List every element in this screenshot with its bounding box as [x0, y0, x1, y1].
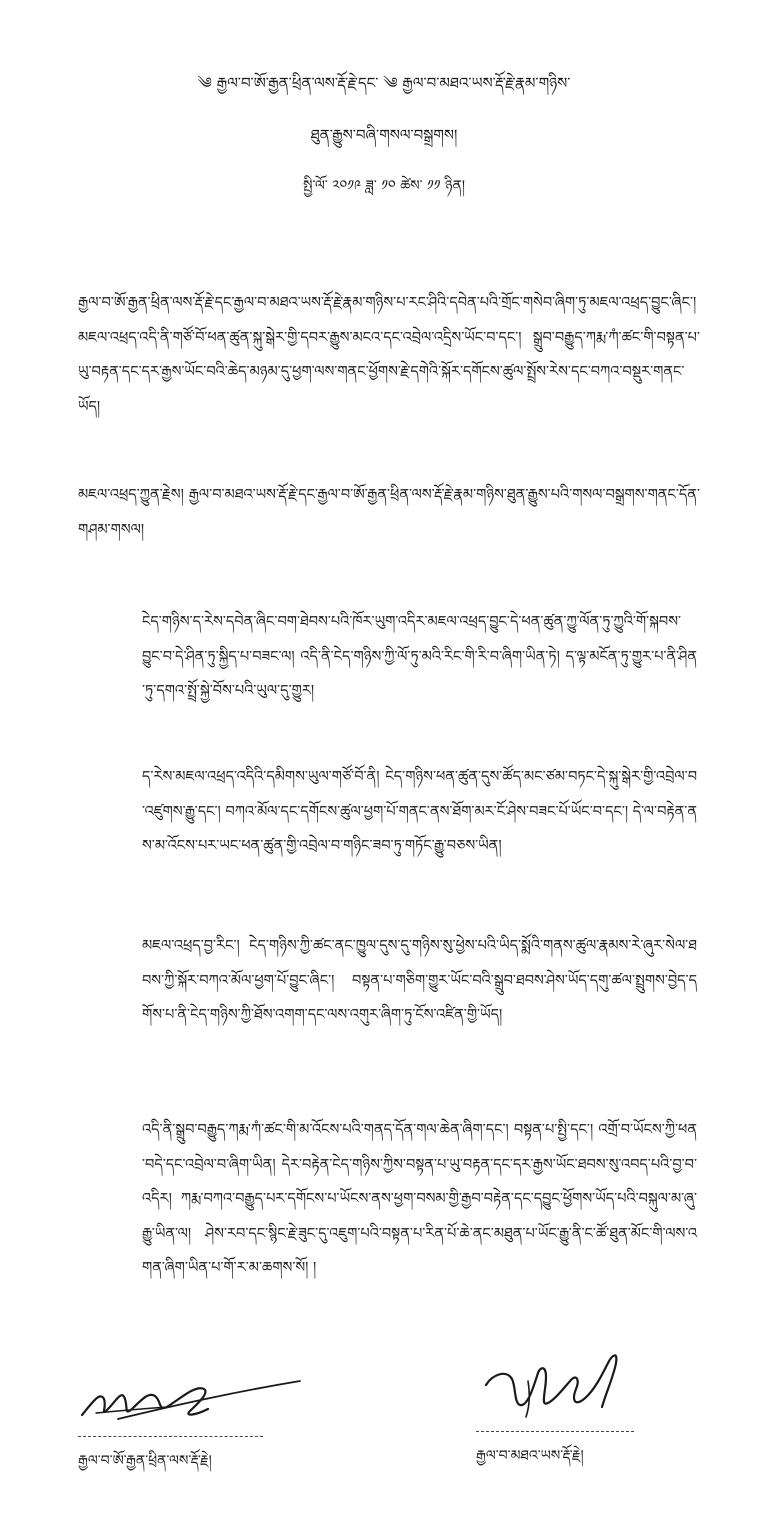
statement-paragraph-4: འདི་ནི་སྒྲུབ་བརྒྱུད་ཀརྨ་ཀཾ་ཚང་གི་མ་འོངས་པའི་གནད་དོན་གལ་ཆེན་ཞིག་དང་། བསྟན་པ་སྤྱི་དང་། འགྲོ་བ་ཡོངས་ཀྱི་ཕན་བདེ་དང་འབྲེལ་བ་ཞིག་ཡིན། དེར་བརྟེན་ངེད་གཉིས་ཀྱིས་བསྟན་པ་ཡུ་བརྟན་དང་དར་རྒྱས་ཡོང་ཐབས་སུ་འབད་པའི་བྱ་བ་འདིར། ཀརྨ་བཀའ་བརྒྱུད་པར་དགོངས་པ་ཡོངས་ནས་ཕྱག་བསམ་གྱི་རྒྱབ་བརྟེན་དང་དབྱུང་ཕྱོགས་ཡོད་པའི་བསྐུལ་མ་ཞུ་རྒྱུ་ཡིན་ལ། ཤེས་རབ་དང་སྙིང་རྗེ་ཟུང་དུ་འཇུག་པའི་བསྟན་པ་རིན་པོ་ཆེ་ནང་མཐུན་པ་ཡོང་རྒྱུ་ནི་ང་ཚོ་ཐུན་མོང་གི་ལས་འགན་ཞིག་ཡིན་པ་གོ་ར་མ་ཆགས་སོ། ། [142, 1122, 697, 1276]
signatory-name-right: རྒྱལ་བ་མཐའ་ཡས་རྡོ་རྗེ། [476, 1448, 584, 1464]
signature-line-left [78, 1436, 263, 1437]
signature-line-right [476, 1431, 634, 1432]
statement-paragraph-3: མཇལ་འཕྲད་བྱ་རིང་། ངེད་གཉིས་ཀྱི་ཚང་ནང་ཁྱུལ་དུས་དུ་གཉིས་སུ་ཕྱེས་པའི་ཡིད་སྨོའི་གནས་ཚུལ་རྣམས་རེ་ཞུར་སེལ་ཐབས་ཀྱི་སྐོར་བཀའ་མོལ་ཕྱག་པོ་བྱུང་ཞིང་། བསྟན་པ་གཅིག་གྱུར་ཡོང་བའི་སྒྲུབ་ཐབས་ཤེས་ཡོད་དགུ་ཚལ་སྤྲུགས་བྱེད་དགོས་པ་ནི་ངེད་གཉིས་ཀྱི་ཐོས་འགག་དང་ལས་འགུར་ཞིག་ཏུ་ངོས་འཛིན་གྱི་ཡོད། [142, 938, 697, 1023]
signature-block-right [476, 1345, 706, 1468]
statement-paragraph-2: ད་རེས་མཇལ་འཕྲད་འདིའི་དམིགས་ཡུལ་གཙོ་བོ་ནི། ངེད་གཉིས་ཕན་ཚུན་དུས་ཚོད་མང་ཙམ་བཏང་དེ་སྐུ་སྒེར་གྱི་འབྲེལ་བ་འཛུགས་རྒྱུ་དང་། བཀའ་མོལ་དང་དགོངས་ཚུལ་ཕྱག་པོ་གནང་ནས་ཐོག་མར་ངོ་ཤེས་བཟང་པོ་ཡོང་བ་དང་། དེ་ལ་བརྟེན་ནས་མ་འོངས་པར་ཡང་ཕན་ཚུན་གྱི་འབྲེལ་བ་གཉིང་ཟབ་ཏུ་གཏོང་རྒྱུ་བཅས་ཡིན། [142, 769, 697, 854]
intro-paragraph: རྒྱལ་བ་ཨོ་རྒྱན་ཕྲིན་ལས་རྡོ་རྗེ་དང་རྒྱལ་བ་མཐའ་ཡས་རྡོ་རྗེ་རྣམ་གཉིས་པ་རང་ཤིའི་དབེན་པའི་གྲོང་གསེབ་ཞིག་ཏུ་མཇལ་འཕྲད་བྱུང་ཞིང་། མཇལ་འཕྲད་འདི་ནི་གཙོ་བོ་ཕན་ཚུན་སྐུ་སྒེར་གྱི་དབར་རྒྱུས་མངའ་དང་འབྲེལ་འདྲིས་ཡོང་བ་དང་། སྒྲུབ་བརྒྱུད་ཀརྨ་ཀཾ་ཚང་གི་བསྟན་པ་ཡུ་བརྟན་དང་དར་རྒྱས་ཡོང་བའི་ཆེད་མཉམ་དུ་ཕྱག་ལས་གནང་ཕྱོགས་རྗེ་དགེའི་སྐོར་དགོངས་ཚུལ་སྤྲོས་རེས་དང་བཀའ་བསྡུར་གནང་ཡོད། [78, 295, 700, 415]
signatory-name-left: རྒྱལ་བ་ཨོ་རྒྱན་ཕྲིན་ལས་རྡོ་རྗེ། [78, 1453, 212, 1469]
handwritten-signature-right [476, 1345, 706, 1425]
handwritten-signature-left [78, 1355, 308, 1430]
document-date: སྤྱི་ལོ་ ༢༠༡༩ ཟླ་ ༡༠ ཚེས་ ༡༡ ཉིན། [303, 178, 465, 194]
signature-block-left [78, 1355, 308, 1473]
statement-paragraph-1: ངེད་གཉིས་ད་རེས་དབེན་ཞིང་བག་ཐེབས་པའི་ཁོར་ཡུག་འདིར་མཇལ་འཕྲད་བྱུང་དེ་ཕན་ཚུན་ཀྱུ་ལོན་ཏུ་ཀྱུའི་གོ་སྐབས་བྱུང་བ་དེ་ཤིན་ཏུ་སྐྱིད་པ་བཟང་ལ། འདི་ནི་ངེད་གཉིས་ཀྱི་ལོ་ཏུ་མའི་རིང་གི་རི་བ་ཞིག་ཡིན་ཏེ། ད་ལྟ་མངོན་ཏུ་གྱུར་པ་ནི་ཤིན་ཏུ་དགའ་སྤྲོ་སྐྱེ་བོས་པའི་ཡུལ་དུ་གྱུར། [142, 614, 697, 699]
lead-paragraph: མཇལ་འཕྲད་ཀྱུན་རྗེས། རྒྱལ་བ་མཐའ་ཡས་རྡོ་རྗེ་དང་རྒྱལ་བ་ཨོ་རྒྱན་ཕྲིན་ལས་རྡོ་རྗེ་རྣམ་གཉིས་ཐུན་རྒྱུས་པའི་གསལ་བསྒྲགས་གནང་དོན་གཤམ་གསལ། [78, 487, 700, 538]
document-title: ༄ རྒྱལ་བ་ཨོ་རྒྱན་ཕྲིན་ལས་རྡོ་རྗེ་དང་ ༄ རྒྱལ་བ་མཐའ་ཡས་རྡོ་རྗེ་རྣམ་གཉིས་ [197, 74, 571, 92]
document-subtitle: ཐུན་རྒྱུས་བཞི་གསལ་བསྒྲགས། [310, 126, 458, 144]
